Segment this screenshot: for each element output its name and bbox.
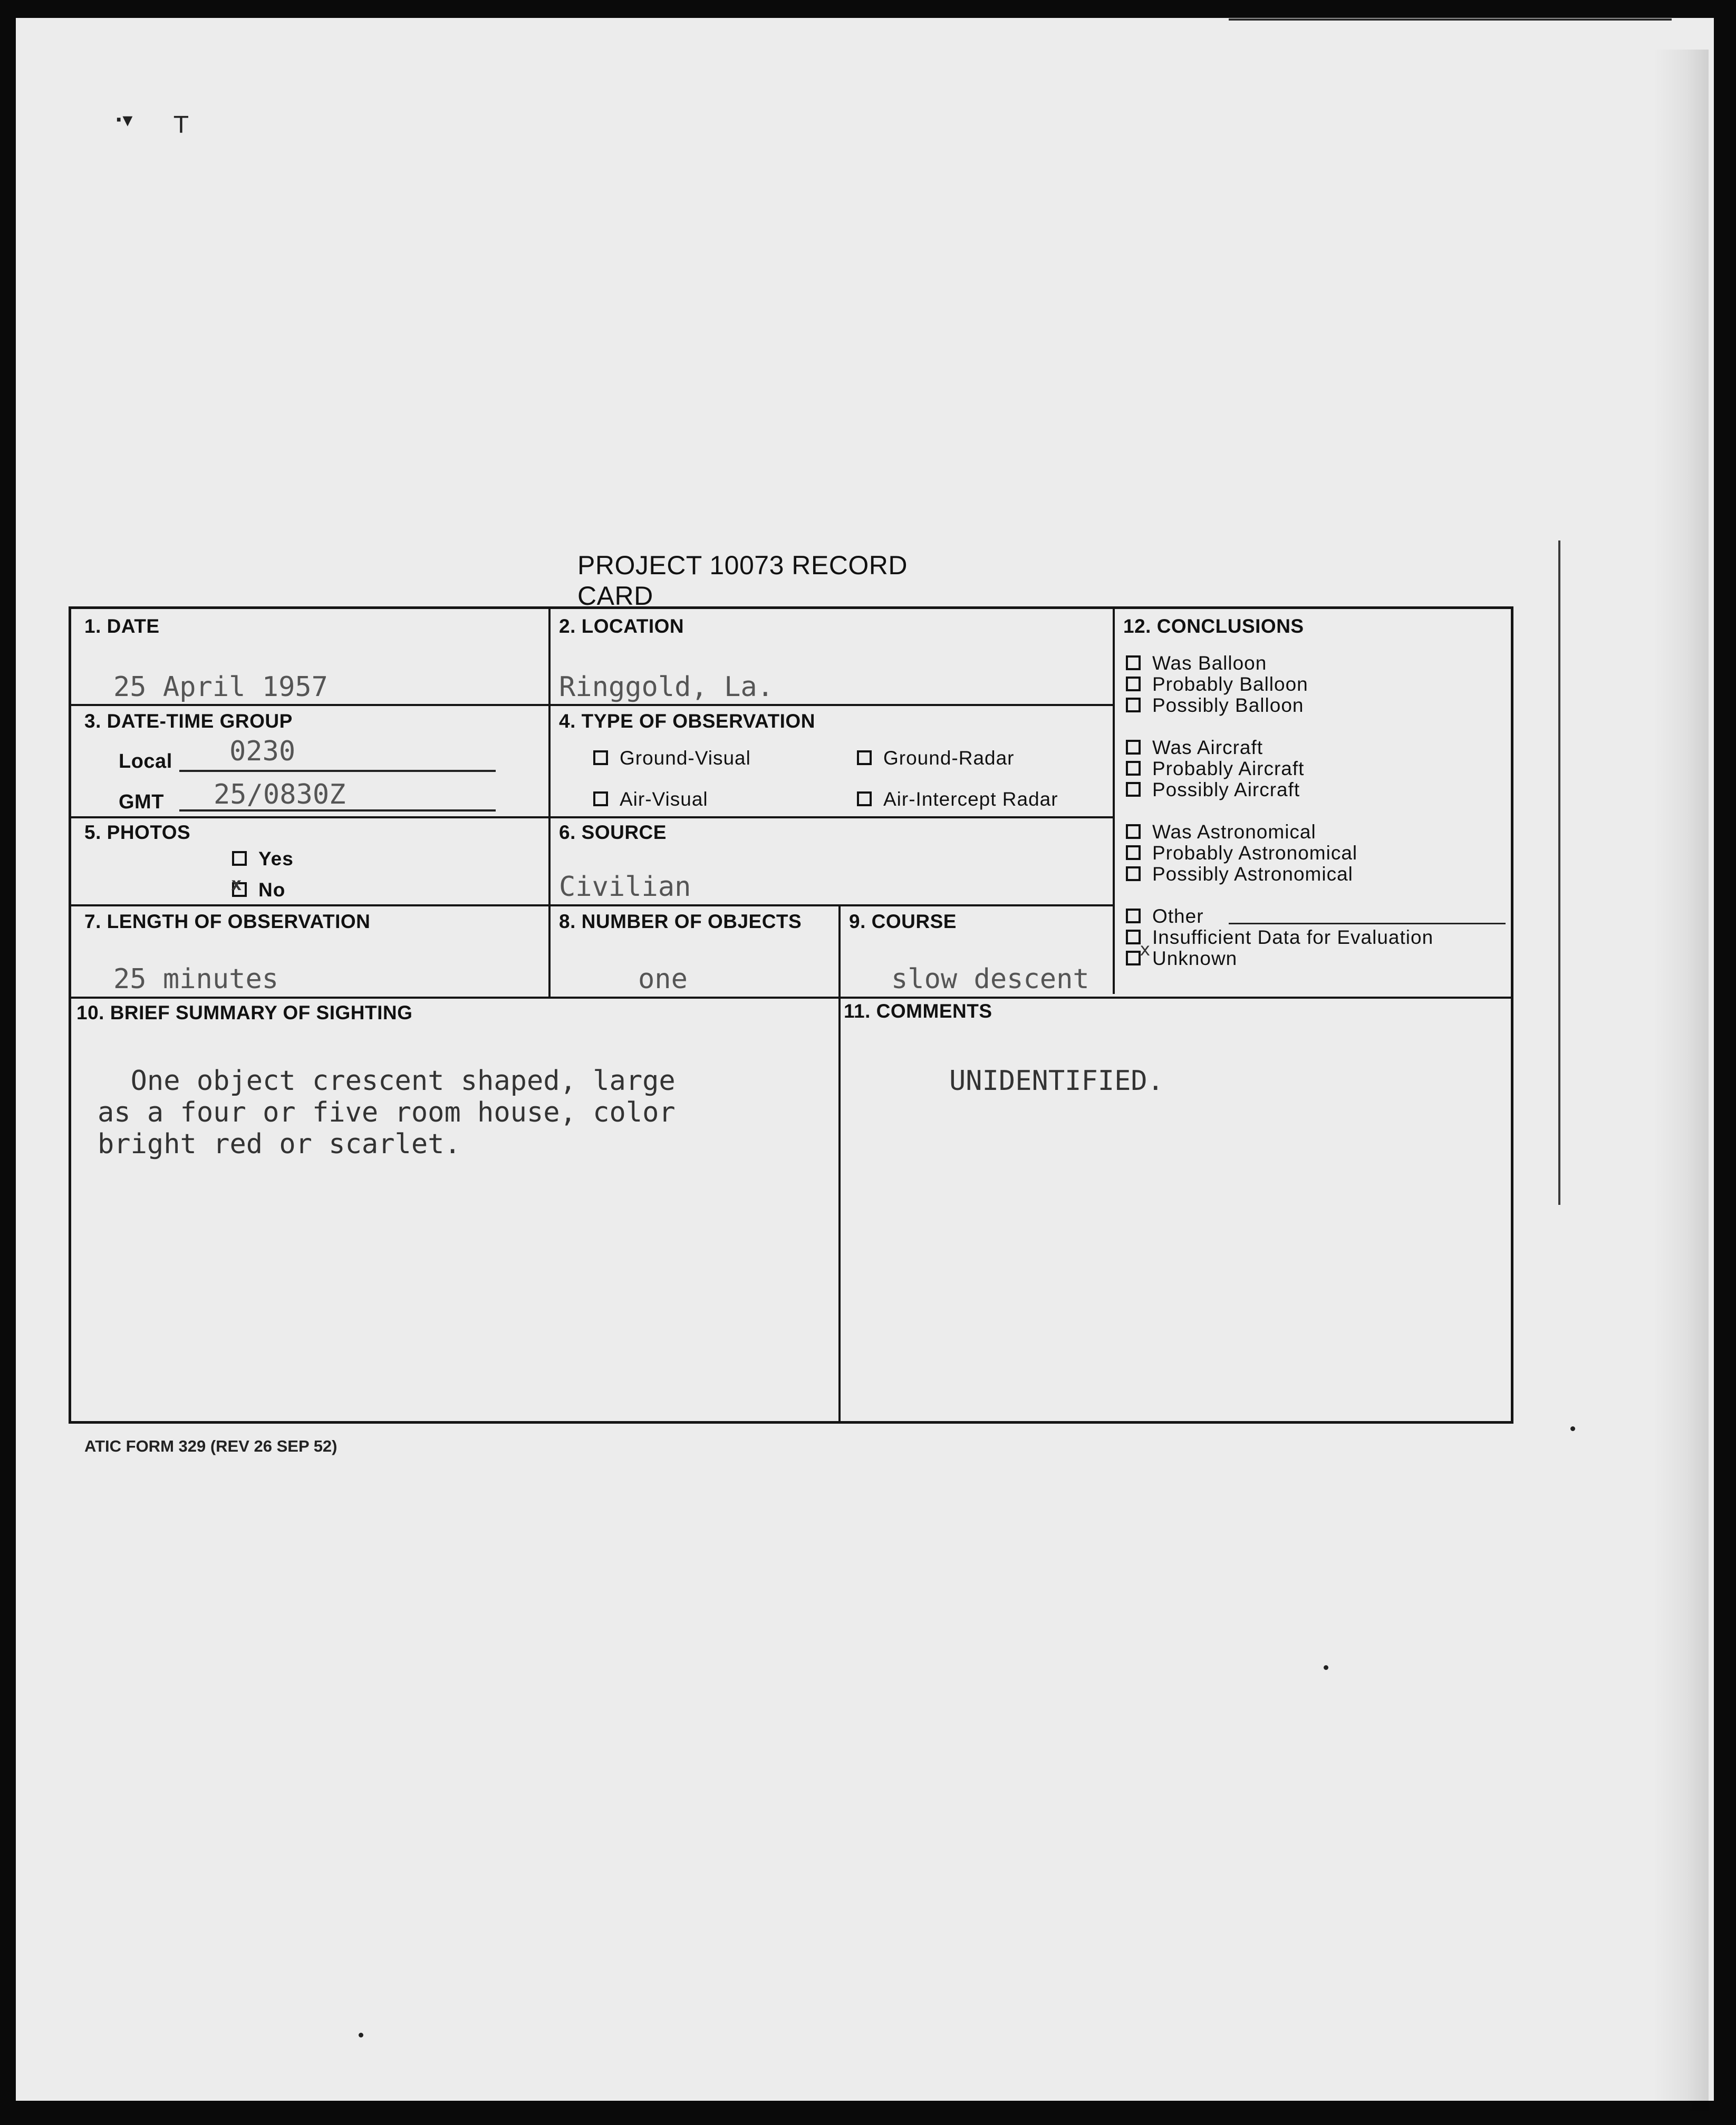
checkbox-icon <box>1126 845 1141 860</box>
type-of-observation-label: 4. TYPE OF OBSERVATION <box>559 710 815 732</box>
course-label: 9. COURSE <box>849 911 957 932</box>
checkbox-icon <box>593 791 608 806</box>
checkbox-icon <box>1126 655 1141 670</box>
number-of-objects-label: 8. NUMBER OF OBJECTS <box>559 911 802 932</box>
conclusion-possibly-astronomical[interactable]: Possibly Astronomical <box>1126 863 1353 885</box>
option-air-intercept-radar[interactable]: Air-Intercept Radar <box>857 788 1058 810</box>
checkbox-icon <box>1126 824 1141 839</box>
scan-top-line <box>1229 18 1672 21</box>
corner-mark-2: T <box>174 112 188 139</box>
checkbox-icon <box>857 750 872 765</box>
record-card <box>69 606 1513 1424</box>
checkbox-icon <box>1126 761 1141 776</box>
card-title: PROJECT 10073 RECORD CARD <box>577 550 908 611</box>
comments-value: UNIDENTIFIED. <box>949 1065 1164 1097</box>
conclusion-was-astronomical[interactable]: Was Astronomical <box>1126 821 1316 843</box>
checkbox-checked-icon: x <box>232 882 247 897</box>
gmt-value: 25/0830Z <box>214 779 346 810</box>
gmt-label: GMT <box>119 791 164 813</box>
conclusion-probably-aircraft[interactable]: Probably Aircraft <box>1126 758 1304 780</box>
divider <box>71 997 1513 999</box>
divider <box>838 904 841 1424</box>
corner-mark: ·▾ <box>115 108 133 131</box>
conclusion-possibly-balloon[interactable]: Possibly Balloon <box>1126 694 1304 717</box>
photos-no-option[interactable]: x No <box>231 874 286 901</box>
checkbox-icon <box>1126 782 1141 797</box>
divider <box>71 816 1113 818</box>
conclusion-unknown[interactable]: x Unknown <box>1126 948 1237 970</box>
conclusion-was-aircraft[interactable]: Was Aircraft <box>1126 737 1263 759</box>
local-value: 0230 <box>229 736 296 767</box>
conclusion-was-balloon[interactable]: Was Balloon <box>1126 652 1267 674</box>
page-shadow <box>1653 50 1709 2111</box>
number-of-objects-value: one <box>638 963 688 995</box>
local-label: Local <box>119 750 172 772</box>
location-value: Ringgold, La. <box>559 671 774 703</box>
option-air-visual[interactable]: Air-Visual <box>593 788 708 810</box>
checkbox-icon <box>1126 740 1141 755</box>
conclusion-probably-balloon[interactable]: Probably Balloon <box>1126 673 1308 696</box>
brief-summary-text: One object crescent shaped, large as a four or five room house, color bright red or scarlet. <box>98 1065 676 1160</box>
date-value: 25 April 1957 <box>113 671 328 703</box>
conclusions-label: 12. CONCLUSIONS <box>1123 615 1304 637</box>
location-label: 2. LOCATION <box>559 615 684 637</box>
divider <box>71 704 1113 706</box>
checkbox-checked-icon: x <box>1126 951 1141 965</box>
scan-edge-line <box>1558 540 1560 1205</box>
length-of-observation-value: 25 minutes <box>113 963 279 995</box>
checkbox-icon <box>1126 909 1141 923</box>
speck <box>1324 1665 1328 1670</box>
divider <box>71 904 1113 906</box>
conclusion-insufficient-data[interactable]: Insufficient Data for Evaluation <box>1126 926 1433 949</box>
checkbox-icon <box>1126 677 1141 691</box>
course-value: slow descent <box>891 963 1089 995</box>
source-label: 6. SOURCE <box>559 822 667 843</box>
option-ground-radar[interactable]: Ground-Radar <box>857 747 1015 769</box>
local-fill-line <box>179 770 496 772</box>
checkbox-icon <box>1126 930 1141 944</box>
other-fill-line <box>1229 923 1506 924</box>
checkbox-icon <box>1126 698 1141 712</box>
form-identifier: ATIC FORM 329 (REV 26 SEP 52) <box>84 1437 337 1455</box>
brief-summary-label: 10. BRIEF SUMMARY OF SIGHTING <box>76 1002 413 1023</box>
checkbox-icon <box>857 791 872 806</box>
source-value: Civilian <box>559 871 691 903</box>
comments-label: 11. COMMENTS <box>844 1000 992 1022</box>
option-ground-visual[interactable]: Ground-Visual <box>593 747 751 769</box>
divider <box>548 609 551 997</box>
conclusion-possibly-aircraft[interactable]: Possibly Aircraft <box>1126 779 1300 801</box>
checkbox-icon <box>593 750 608 765</box>
date-label: 1. DATE <box>84 615 160 637</box>
divider <box>1113 609 1115 994</box>
conclusion-probably-astronomical[interactable]: Probably Astronomical <box>1126 842 1357 864</box>
speck <box>1570 1426 1575 1431</box>
speck <box>359 2033 363 2037</box>
checkbox-icon <box>1126 866 1141 881</box>
photos-label: 5. PHOTOS <box>84 822 191 843</box>
conclusion-other[interactable]: Other <box>1126 905 1204 928</box>
length-of-observation-label: 7. LENGTH OF OBSERVATION <box>84 911 371 932</box>
checkbox-icon <box>232 851 247 866</box>
photos-yes-option[interactable]: Yes <box>232 848 294 870</box>
date-time-group-label: 3. DATE-TIME GROUP <box>84 710 293 732</box>
